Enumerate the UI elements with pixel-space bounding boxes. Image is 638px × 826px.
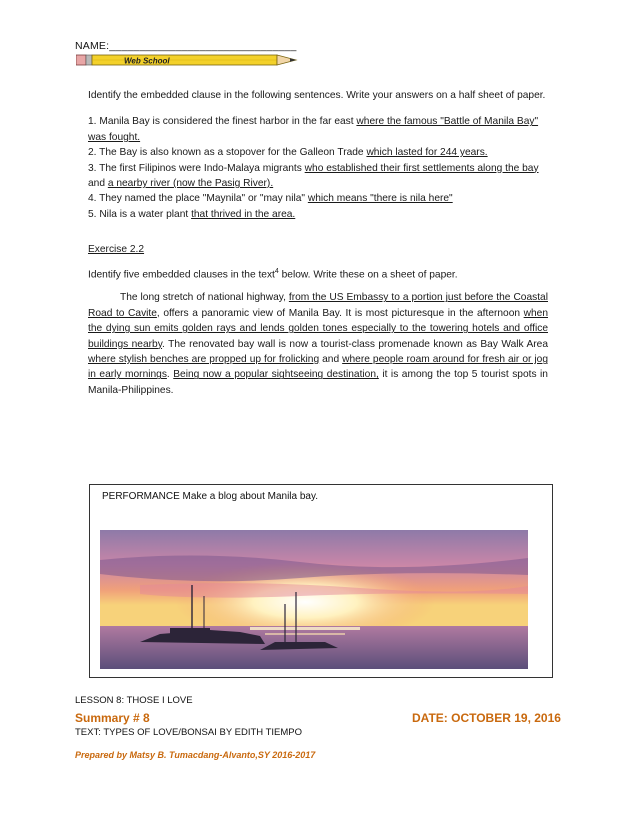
sentence-text: 1. Manila Bay is considered the finest harbor in the far east (88, 116, 357, 128)
embedded-clause: that thrived in the area. (191, 208, 296, 220)
embedded-clause: a nearby river (now the Pasig River). (107, 178, 274, 190)
paragraph-text: . The renovated bay wall is now a tourist-class promenade known as Bay Walk Area (162, 338, 549, 350)
performance-task: PERFORMANCE Make a blog about Manila bay. (102, 491, 319, 502)
sentence-list (88, 114, 548, 222)
sentence-text: 4. They named the place "Maynila" or "may nila" (88, 193, 308, 205)
embedded-clause: Being now a popular sightseeing destination, (173, 369, 379, 381)
embedded-clause: when the dying sun emits golden rays and lends golden tones especially to the towering hotels and office buildings nearby (88, 307, 548, 350)
sentence-item (88, 114, 548, 145)
sentence-item (88, 161, 548, 192)
paragraph-text: . (166, 369, 174, 381)
sentence-text: 3. The first Filipinos were Indo-Malaya migrants (88, 162, 305, 174)
exercise-paragraph (88, 290, 548, 398)
name-field-label: NAME:_______________________________ (75, 40, 297, 52)
sentence-text: and (88, 178, 108, 190)
paragraph-text: , offers a panoramic view of Manila Bay. It is most picturesque in the afternoon (156, 307, 524, 319)
embedded-clause: where the famous "Battle of Manila Bay" was fought. (88, 116, 539, 143)
embedded-clause: where people roam around for fresh air or jog in early mornings (88, 354, 548, 381)
manila-bay-sunset-photo (100, 530, 528, 669)
embedded-clause: who established their first settlements along the bay (304, 162, 539, 174)
sentence-item (88, 145, 548, 160)
text-title: TEXT: TYPES OF LOVE/BONSAI BY EDITH TIEMPO (75, 727, 303, 738)
sentence-item (88, 207, 548, 222)
embedded-clause: which lasted for 244 years. (366, 147, 488, 159)
worksheet-scan (88, 88, 548, 398)
prepared-by: Prepared by Matsy B. Tumacdang-Alvanto,SY 2016-2017 (75, 750, 316, 760)
sentence-text: 2. The Bay is also known as a stopover for the Galleon Trade (88, 147, 367, 159)
embedded-clause: where stylish benches are propped up for frolicking (88, 354, 320, 366)
instructions-intro: Identify the embedded clause in the following sentences. Write your answers on a half sheet of paper. (88, 90, 546, 101)
pencil-label: Web School (124, 56, 170, 66)
paragraph-text: it is among the top 5 tourist spots in Manila-Philippines. (88, 369, 548, 396)
paragraph-text: and (319, 354, 343, 366)
embedded-clause: from the US Embassy to a portion just before the Coastal Road to Cavite (88, 292, 548, 319)
exercise-instruction: Identify five embedded clauses in the text$^4$ below. Write these on a sheet of paper. (88, 267, 458, 281)
sentence-text: 5. Nila is a water plant (88, 208, 192, 220)
summary-number: Summary # 8 (75, 711, 150, 725)
lesson-title: LESSON 8: THOSE I LOVE (75, 695, 193, 706)
sentence-item (88, 191, 548, 206)
exercise-title: Exercise 2.2 (88, 244, 145, 256)
embedded-clause: which means "there is nila here" (307, 193, 453, 205)
date-label: DATE: OCTOBER 19, 2016 (412, 711, 561, 725)
pencil-icon (76, 53, 304, 67)
paragraph-text: The long stretch of national highway, (120, 292, 289, 304)
